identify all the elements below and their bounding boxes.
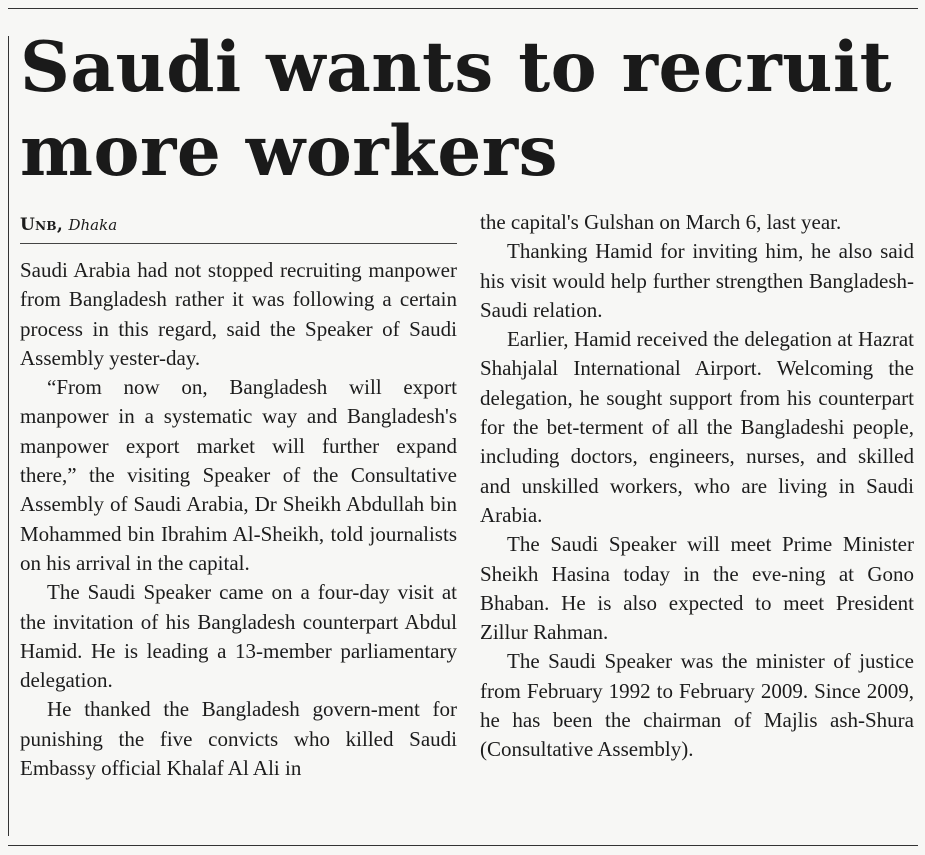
top-border-rule bbox=[8, 8, 918, 9]
paragraph: Thanking Hamid for inviting him, he also said his visit would help further strengthen Bangladesh-Saudi relation. bbox=[480, 239, 914, 322]
left-border-rule bbox=[8, 36, 9, 836]
paragraph: He thanked the Bangladesh govern-ment for punishing the five convicts who killed Saudi Embassy official Khalaf Al Ali in bbox=[20, 697, 457, 781]
paragraph: “From now on, Bangladesh will export manpower in a systematic way and Bangladesh's manpower export market will further expand there,” the visiting Speaker of the Consultative Assembly of Saudi Arabia, Dr Sheikh Abdullah bin Mohammed bin Ibrahim Al-Sheikh, told journalists on his arrival in the capital. bbox=[20, 375, 457, 575]
bottom-border-rule bbox=[8, 845, 918, 846]
paragraph: The Saudi Speaker was the minister of justice from February 1992 to February 2009. Since 2009, he has been the chairman of Majlis ash-Shura (Consultative Assembly). bbox=[480, 649, 914, 762]
paragraph-continuation: the capital's Gulshan on March 6, last year. bbox=[480, 210, 842, 234]
right-column bbox=[480, 208, 914, 765]
byline-agency: Unb, bbox=[20, 215, 64, 235]
headline: Saudi wants to recruit more workers bbox=[20, 27, 892, 192]
paragraph: Saudi Arabia had not stopped recruiting manpower from Bangladesh rather it was following a certain process in this regard, said the Speaker of Saudi Assembly yester-day. bbox=[20, 258, 457, 370]
paragraph: Earlier, Hamid received the delegation at Hazrat Shahjalal International Airport. Welcoming the delegation, he sought support from his counterpart for the bet-terment of all the Bangladeshi people, including doctors, engineers, nurses, and skilled and unskilled workers, who are living in Saudi Arabia. bbox=[480, 327, 914, 527]
byline-rule bbox=[20, 243, 457, 244]
paragraph: The Saudi Speaker will meet Prime Minister Sheikh Hasina today in the eve-ning at Gono Bhaban. He is also expected to meet President Zillur Rahman. bbox=[480, 532, 914, 645]
byline-place: Dhaka bbox=[68, 216, 118, 234]
left-column bbox=[20, 256, 457, 783]
paragraph: The Saudi Speaker came on a four-day visit at the invitation of his Bangladesh counterpart Abdul Hamid. He is leading a 13-member parliamentary delegation. bbox=[20, 580, 457, 693]
byline bbox=[20, 214, 117, 236]
